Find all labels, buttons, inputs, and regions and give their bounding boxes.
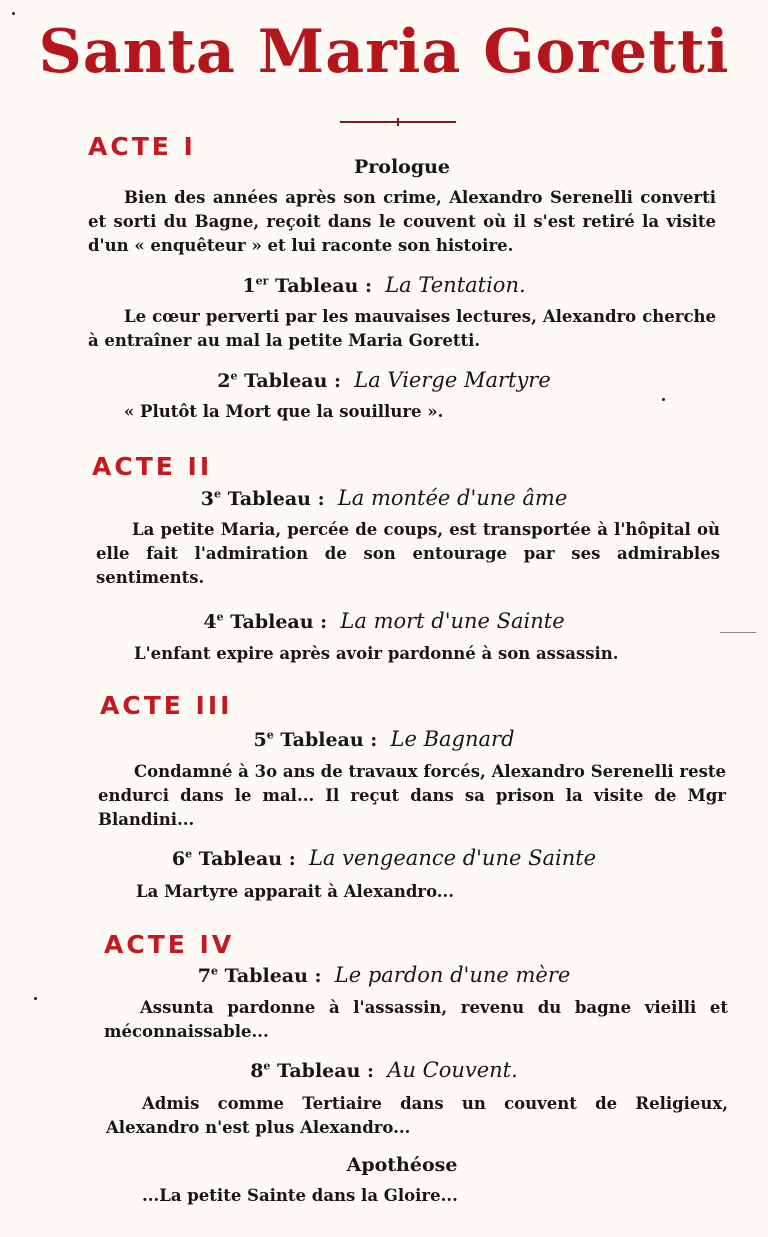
acte-3-heading: ACTE III (100, 691, 233, 720)
tableau-3-text: La petite Maria, percée de coups, est transportée à l'hôpital où elle fait l'admiration de son entourage par ses admirables sentiments. (96, 520, 720, 587)
tableau-1-heading: 1er Tableau : La Tentation. (242, 273, 526, 297)
tableau-1-text: Le cœur perverti par les mauvaises lectures, Alexandro cherche à entraîner au mal la petite Maria Goretti. (88, 307, 716, 350)
prologue-heading: Prologue (353, 156, 451, 178)
tableau-6-heading: 6e Tableau : La vengeance d'une Sainte (171, 846, 597, 870)
acte-2-heading: ACTE II (92, 452, 213, 481)
tableau-8-text: Admis comme Tertiaire dans un couvent de Religieux, Alexandro n'est plus Alexandro... (106, 1094, 728, 1137)
page-title: Santa Maria Goretti (38, 17, 730, 87)
tableau-4-heading: 4e Tableau : La mort d'une Sainte (203, 609, 565, 633)
tableau-6-text: La Martyre apparait à Alexandro... (136, 882, 455, 901)
title-ornament (340, 118, 456, 126)
acte-1-heading: ACTE I (88, 132, 196, 161)
tableau-2-heading: 2e Tableau : La Vierge Martyre (217, 368, 551, 392)
prologue-text: Bien des années après son crime, Alexandro Serenelli converti et sorti du Bagne, reçoit dans le couvent où il s'est retiré la visite d'un « enquêteur » et lui raconte son histoire. (88, 188, 716, 255)
paper-speck (12, 12, 15, 15)
tableau-5-heading: 5e Tableau : Le Bagnard (253, 727, 515, 751)
tableau-4-text: L'enfant expire après avoir pardonné à son assassin. (134, 644, 619, 663)
acte-4-heading: ACTE IV (104, 930, 235, 959)
paper-speck (662, 398, 665, 401)
tableau-2-text: « Plutôt la Mort que la souillure ». (124, 402, 444, 421)
apotheose-heading: Apothéose (346, 1154, 458, 1176)
tableau-8-heading: 8e Tableau : Au Couvent. (250, 1058, 518, 1082)
tableau-7-heading: 7e Tableau : Le pardon d'une mère (197, 963, 571, 987)
paper-speck (34, 997, 37, 1000)
tableau-3-heading: 3e Tableau : La montée d'une âme (200, 486, 568, 510)
apotheose-text: ...La petite Sainte dans la Gloire... (142, 1186, 458, 1205)
tableau-7-text: Assunta pardonne à l'assassin, revenu du bagne vieilli et méconnaissable... (104, 998, 728, 1041)
tableau-5-text: Condamné à 3o ans de travaux forcés, Alexandro Serenelli reste endurci dans le mal... Il reçut dans sa prison la visite de Mgr Blandini... (98, 762, 726, 829)
margin-dash (720, 632, 756, 633)
